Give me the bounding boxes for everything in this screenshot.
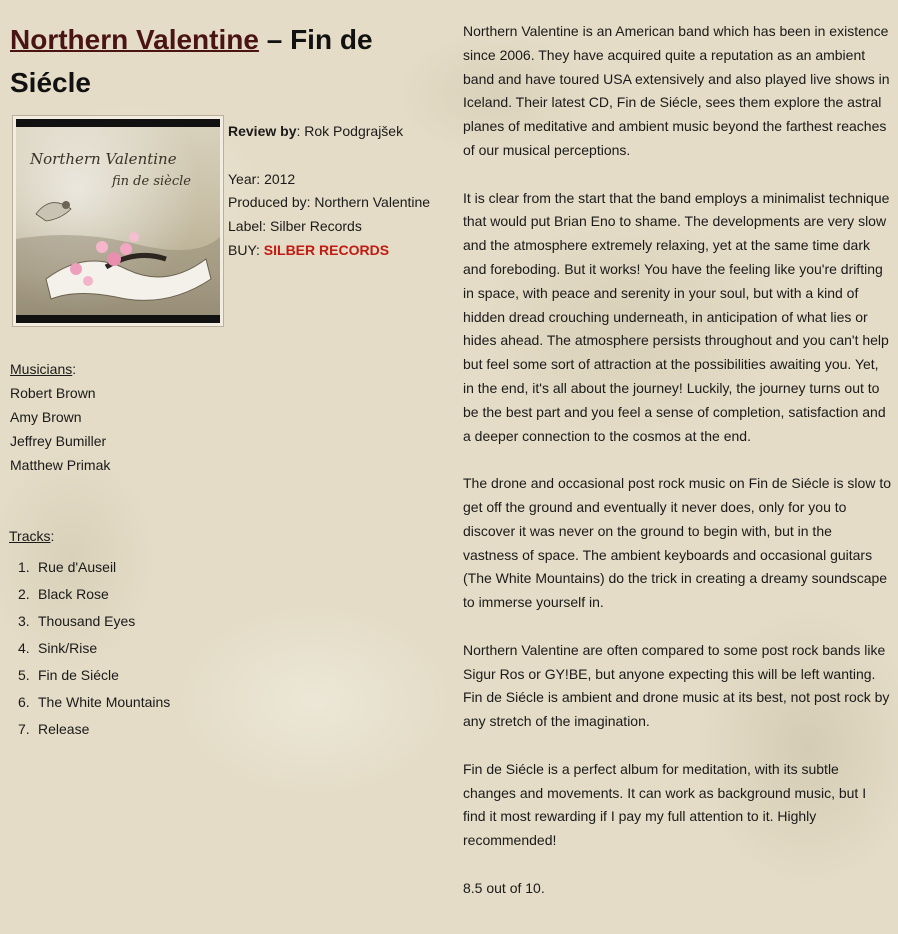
track-number: 1. (18, 559, 30, 575)
musician-name: Robert Brown (10, 385, 96, 401)
track-item (9, 581, 170, 608)
page-title (10, 18, 450, 104)
track-item (9, 608, 170, 635)
review-meta (228, 120, 450, 263)
album-cover-frame (12, 115, 224, 327)
year-line: Year: 2012 (228, 170, 296, 187)
musician-name: Jeffrey Bumiller (10, 433, 107, 449)
album-cover-image (16, 119, 220, 323)
reviewer-line (228, 120, 450, 144)
track-name: Release (38, 721, 90, 737)
review-paragraph: Fin de Siécle is a perfect album for meditation, with its subtle changes and movements. It can work as background music, but I find it most rewarding if I pay my full attention to it. Highly recommended! (463, 760, 867, 849)
track-item (9, 716, 170, 743)
review-paragraph: Northern Valentine are often compared to some post rock bands like Sigur Ros or GY!BE, but anyone expecting this will be left wanting. Fin de Siécle is ambient and drone music at its best, not post rock by any stretch of the imagination. (463, 641, 890, 730)
review-paragraph: The drone and occasional post rock music on Fin de Siécle is slow to get off the ground and eventually it never does, only for you to discover it was never on the ground to begin with, but in the vastness of space. The ambient keyboards and occasional guitars (The White Mountains) do the trick in creating a dreamy soundscape to immerse yourself in. (463, 475, 891, 611)
musicians-label: Musicians (10, 361, 73, 377)
track-number: 7. (18, 721, 30, 737)
track-name: The White Mountains (38, 694, 171, 710)
track-number: 6. (18, 694, 30, 710)
review-label: Review by (228, 123, 297, 139)
review-body (463, 20, 891, 900)
cover-band-text: Northern Valentine (30, 150, 177, 168)
track-item (9, 554, 170, 581)
reviewer-name: : Rok Podgrajšek (296, 123, 404, 139)
buy-label: BUY: (228, 241, 264, 258)
album-title: – Fin de Siécle (10, 24, 373, 98)
musician-name: Matthew Primak (10, 457, 111, 473)
label-line: Label: Silber Records (228, 218, 362, 235)
musicians-section (10, 357, 110, 477)
track-number: 2. (18, 586, 30, 602)
track-number: 5. (18, 667, 30, 683)
musicians-header: Musicians: (10, 361, 77, 377)
musician-name: Amy Brown (10, 409, 82, 425)
review-paragraph: Northern Valentine is an American band which has been in existence since 2006. They have acquired quite a reputation as an ambient band and have toured USA extensively and also played live shows in Iceland. Their latest CD, Fin de Siécle, sees them explore the astral planes of meditative and ambient music beyond the farthest reaches of our musical perceptions. (463, 23, 890, 158)
track-name: Fin de Siécle (38, 667, 119, 683)
track-name: Sink/Rise (38, 640, 98, 656)
cover-album-text: fin de siècle (112, 174, 191, 189)
track-name: Thousand Eyes (38, 613, 136, 629)
track-name: Black Rose (38, 586, 109, 602)
tracks-header: Tracks: (9, 528, 55, 544)
track-item (9, 635, 170, 662)
track-list (9, 554, 170, 743)
producer-line: Produced by: Northern Valentine (228, 194, 431, 211)
track-item (9, 689, 170, 716)
review-paragraph: It is clear from the start that the band employs a minimalist technique that would put Brian Eno to shame. The developments are very slow and the atmosphere extremely relaxing, yet at the same time dark and foreboding. But it works! You have the feeling like you're drifting in space, with peace and serenity in your soul, but with a kind of hidden dread crouching underneath, in anticipation of what lies or hides ahead. The atmosphere persists throughout and you can't help but feel some sort of attraction at the possibilities awaiting you. Yet, in the end, it's all about the journey! Luckily, the journey turns out to be the best part and you feel a sense of completion, satisfaction and a deeper connection to the cosmos at the end. (463, 189, 890, 444)
track-number: 4. (18, 640, 30, 656)
track-item (9, 662, 170, 689)
tracks-section (9, 524, 170, 743)
track-number: 3. (18, 613, 30, 629)
left-column (9, 18, 450, 737)
buy-link[interactable]: SILBER RECORDS (263, 241, 390, 258)
buy-line (228, 239, 450, 263)
band-link[interactable]: Northern Valentine (10, 24, 259, 55)
tracks-label: Tracks (9, 528, 51, 544)
review-rating: 8.5 out of 10. (463, 879, 545, 896)
track-name: Rue d'Auseil (38, 559, 117, 575)
